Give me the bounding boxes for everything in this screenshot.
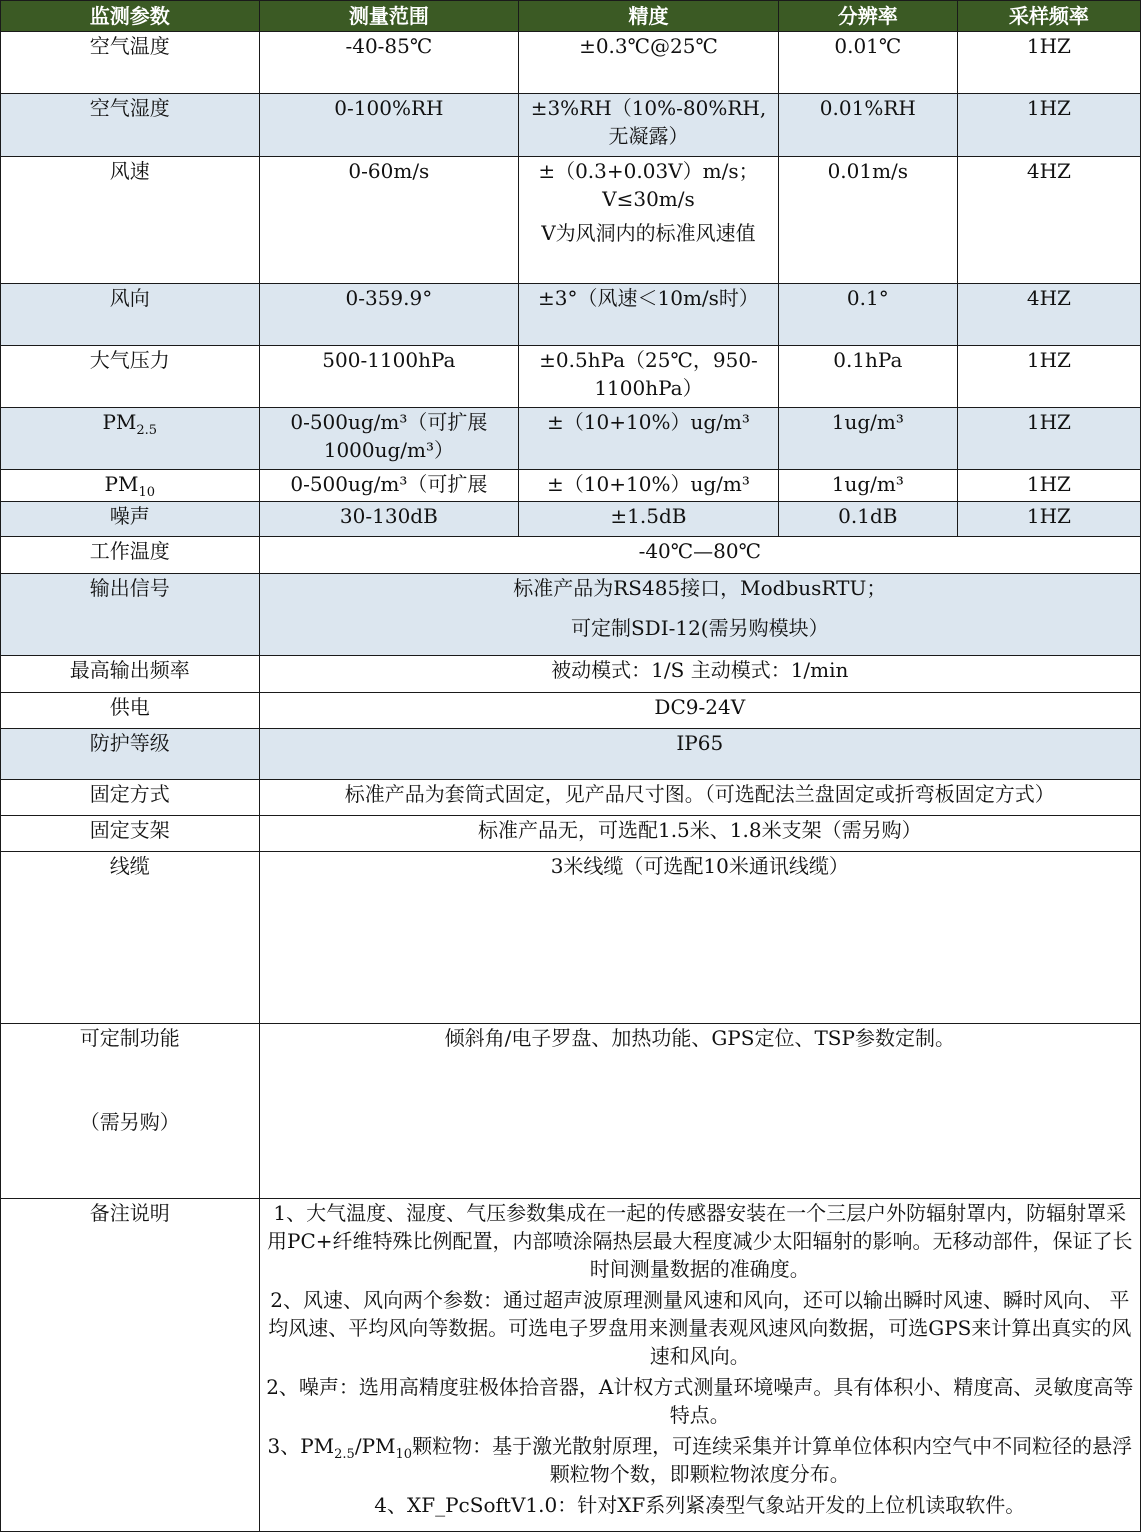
cell-resolution: 0.1hPa [778,346,957,408]
cell-range: 30-130dB [259,502,519,537]
row-noise [1,502,1141,537]
cell-range: -40-85℃ [259,32,519,94]
cell-range: 0-100%RH [259,94,519,157]
cell-accuracy: ±（10+10%）ug/m³ [519,470,779,502]
spec-label: 固定方式 [1,780,260,816]
header-accuracy: 精度 [519,1,779,32]
note-text: /PM [354,1434,396,1458]
spec-value: 标准产品为套筒式固定，见产品尺寸图。（可选配法兰盘固定或折弯板固定方式） [259,780,1140,816]
row-protection [1,729,1141,780]
cell-param: 大气压力 [1,346,260,408]
cell-range: 0-500ug/m³（可扩展 [259,470,519,502]
spec-label: 线缆 [1,852,260,1024]
header-param: 监测参数 [1,1,260,32]
pm-subscript: 10 [138,485,156,500]
note-text: 3、PM [267,1434,335,1458]
cell-frequency: 1HZ [957,470,1140,502]
row-notes [1,1199,1141,1532]
spec-value: 标准产品无，可选配1.5米、1.8米支架（需另购） [259,816,1140,852]
note-paragraph: 2、噪声：选用高精度驻极体拾音器，A计权方式测量环境噪声。具有体积小、精度高、灵敏度高等特点。 [266,1375,1134,1427]
output-line-2: 可定制SDI-12(需另购模块） [570,616,829,640]
cell-accuracy: ±3%RH（10%-80%RH,无凝露） [519,94,779,157]
row-cable [1,852,1141,1024]
spec-label: 工作温度 [1,537,260,574]
cell-range: 0-60m/s [259,157,519,284]
spec-value: IP65 [259,729,1140,780]
note-text: 颗粒物：基于激光散射原理，可连续采集并计算单位体积内空气中不同粒径的悬浮颗粒物个数，即颗粒物浓度分布。 [412,1434,1133,1486]
cell-accuracy: ±1.5dB [519,502,779,537]
cell-frequency: 1HZ [957,408,1140,470]
header-range: 测量范围 [259,1,519,32]
note-subscript: 2.5 [334,1447,355,1462]
cell-param: 空气温度 [1,32,260,94]
note-paragraph: 4、XF_PcSoftV1.0：针对XF系列紧凑型气象站开发的上位机读取软件。 [374,1493,1026,1517]
cell-resolution: 1ug/m³ [778,470,957,502]
row-pm10 [1,470,1141,502]
row-work-temp [1,537,1141,574]
accuracy-note: V为风洞内的标准风速值 [541,221,756,245]
cell-resolution: 0.1° [778,284,957,346]
row-air-humidity [1,94,1141,157]
custom-label-2: （需另购） [79,1110,180,1134]
cell-range: 0-500ug/m³（可扩展1000ug/m³） [259,408,519,470]
cell-resolution: 0.01℃ [778,32,957,94]
cell-frequency: 4HZ [957,157,1140,284]
row-pm25 [1,408,1141,470]
cell-param [1,408,260,470]
cell-range: 500-1100hPa [259,346,519,408]
cell-accuracy: ±3°（风速＜10m/s时） [519,284,779,346]
note-paragraph [264,1432,1136,1488]
cell-param: 噪声 [1,502,260,537]
header-row [1,1,1141,32]
row-mounting [1,780,1141,816]
cell-resolution: 1ug/m³ [778,408,957,470]
cell-param: 风速 [1,157,260,284]
cell-param: 空气湿度 [1,94,260,157]
header-resolution: 分辨率 [778,1,957,32]
pm-label: PM [102,410,137,434]
output-line-1: 标准产品为RS485接口，ModbusRTU； [513,576,887,600]
cell-range: 0-359.9° [259,284,519,346]
spec-value: 被动模式：1/S 主动模式：1/min [259,656,1140,693]
spec-value [259,574,1140,656]
cell-resolution: 0.01m/s [778,157,957,284]
row-wind-direction [1,284,1141,346]
accuracy-line: ±（0.3+0.03V）m/s；V≤30m/s [538,159,759,211]
cell-frequency: 1HZ [957,32,1140,94]
spec-label: 防护等级 [1,729,260,780]
cell-frequency: 4HZ [957,284,1140,346]
note-paragraph: 1、大气温度、湿度、气压参数集成在一起的传感器安装在一个三层户外防辐射罩内，防辐射罩采用PC+纤维特殊比例配置，内部喷涂隔热层最大程度减少太阳辐射的影响。无移动部件，保证了长时间测量数据的准确度。 [267,1201,1133,1281]
pm-subscript: 2.5 [136,423,158,438]
cell-accuracy: ±（10+10%）ug/m³ [519,408,779,470]
spec-value: -40℃—80℃ [259,537,1140,574]
row-power [1,693,1141,729]
cell-frequency: 1HZ [957,94,1140,157]
spec-value: 3米线缆（可选配10米通讯线缆） [259,852,1140,1024]
cell-accuracy [519,157,779,284]
row-pressure [1,346,1141,408]
cell-accuracy: ±0.5hPa（25℃，950-1100hPa） [519,346,779,408]
custom-label-1: 可定制功能 [79,1026,180,1050]
cell-frequency: 1HZ [957,346,1140,408]
cell-param [1,470,260,502]
spec-label: 供电 [1,693,260,729]
row-max-frequency [1,656,1141,693]
cell-resolution: 0.1dB [778,502,957,537]
spec-label [1,1024,260,1199]
cell-param: 风向 [1,284,260,346]
spec-label: 最高输出频率 [1,656,260,693]
header-frequency: 采样频率 [957,1,1140,32]
note-paragraph: 2、风速、风向两个参数：通过超声波原理测量风速和风向，还可以输出瞬时风速、瞬时风向、 平均风速、平均风向等数据。可选电子罗盘用来测量表观风速风向数据，可选GPS来计算出真实的风速和风向。 [268,1288,1132,1368]
row-custom-functions [1,1024,1141,1199]
cell-frequency: 1HZ [957,502,1140,537]
row-air-temp [1,32,1141,94]
notes-label: 备注说明 [1,1199,260,1532]
pm-label: PM [104,472,139,496]
spec-label: 输出信号 [1,574,260,656]
spec-value: 倾斜角/电子罗盘、加热功能、GPS定位、TSP参数定制。 [259,1024,1140,1199]
row-output-signal [1,574,1141,656]
row-wind-speed [1,157,1141,284]
row-bracket [1,816,1141,852]
notes-content [259,1199,1140,1532]
cell-resolution: 0.01%RH [778,94,957,157]
spec-label: 固定支架 [1,816,260,852]
spec-value: DC9-24V [259,693,1140,729]
note-subscript: 10 [395,1447,413,1462]
cell-accuracy: ±0.3℃@25℃ [519,32,779,94]
